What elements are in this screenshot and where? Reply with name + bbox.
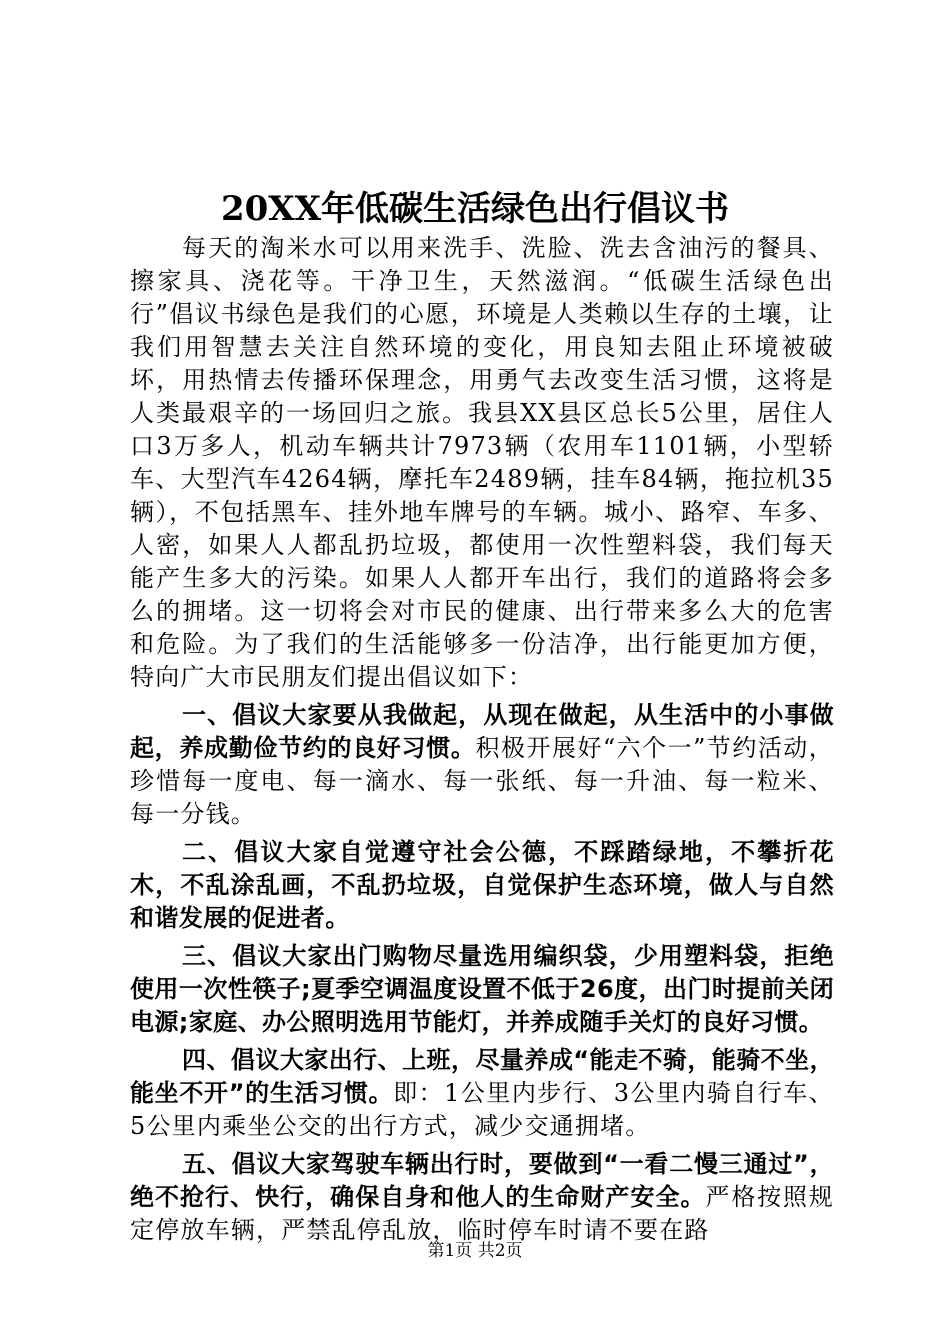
proposal-point-2 [130,836,834,935]
proposal-lead: 三、倡议大家出门购物尽量选用编织袋，少用塑料袋，拒绝使用一次性筷子;夏季空调温度设置不低于26度，出门时提前关闭电源;家庭、办公照明选用节能灯，并养成随手关灯的良好习惯。 [130,942,834,1036]
proposal-lead: 二、倡议大家自觉遵守社会公德，不踩踏绿地，不攀折花木，不乱涂乱画，不乱扔垃圾，自觉保护生态环境，做人与自然和谐发展的促进者。 [130,838,834,932]
proposal-point-5 [130,1148,834,1247]
proposal-lead: 五、倡议大家驾驶车辆出行时，要做到“一看二慢三通过”，绝不抢行、快行，确保自身和他人的生命财产安全。 [130,1150,834,1211]
proposal-point-3 [130,940,834,1039]
proposal-lead: 一、倡议大家要从我做起，从现在做起，从生活中的小事做起，养成勤俭节约的良好习惯。 [130,701,834,762]
proposal-point-1 [130,699,834,831]
document-title: 20XX年低碳生活绿色出行倡议书 [220,189,730,229]
intro-paragraph: 每天的淘米水可以用来洗手、洗脸、洗去含油污的餐具、擦家具、浇花等。干净卫生，天然滋润。“低碳生活绿色出行”倡议书绿色是我们的心愿，环境是人类赖以生存的土壤，让我们用智慧去关注自然环境的变化，用良知去阻止环境被破坏，用热情去传播环保理念，用勇气去改变生活习惯，这将是人类最艰辛的一场回归之旅。我县XX县区总长5公里，居住人口3万多人，机动车辆共计7973辆（农用车1101辆，小型轿车、大型汽车4264辆，摩托车2489辆，挂车84辆，拖拉机35辆），不包括黑车、挂外地车牌号的车辆。城小、路窄、车多、人密，如果人人都乱扔垃圾，都使用一次性塑料袋，我们每天能产生多大的污染。如果人人都开车出行，我们的道路将会多么的拥堵。这一切将会对市民的健康、出行带来多么大的危害和危险。为了我们的生活能够多一份洁净，出行能更加方便，特向广大市民朋友们提出倡议如下： [130,234,834,691]
proposal-detail: 积极开展好“六个一”节约活动，珍惜每一度电、每一滴水、每一张纸、每一升油、每一粒米、每一分钱。 [130,734,834,828]
page-number-footer: 第1页 共2页 [427,1241,523,1261]
proposal-lead: 四、倡议大家出行、上班，尽量养成“能走不骑，能骑不坐，能坐不开”的生活习惯。 [130,1046,834,1107]
document-body [130,232,834,1247]
proposal-detail: 严格按照规定停放车辆，严禁乱停乱放，临时停车时请不要在路 [130,1183,835,1244]
proposal-detail: 即：1公里内步行、3公里内骑自行车、5公里内乘坐公交的出行方式，减少交通拥堵。 [130,1079,834,1140]
proposal-point-4 [130,1044,834,1143]
